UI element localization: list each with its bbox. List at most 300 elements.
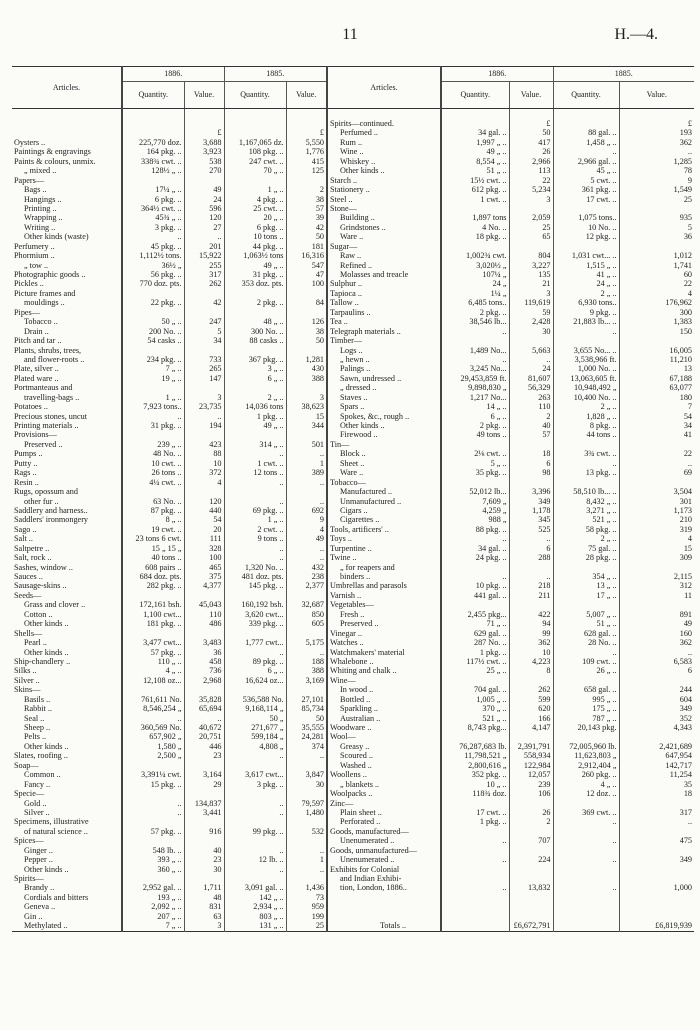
left-article-cell: Wrapping .. xyxy=(24,213,63,223)
left-article-cell: Oysters .. xyxy=(14,137,46,147)
left-article-cell: „ mixed .. xyxy=(24,166,57,176)
left-value-1886-cell: 262 xyxy=(184,279,224,288)
right-value-1886-cell: 21 xyxy=(509,279,553,288)
right-value-1886-cell: 345 xyxy=(509,515,553,524)
right-quantity-1885-cell: 6,930 tons.. xyxy=(553,298,619,307)
left-value-1885-cell: 39 xyxy=(286,213,327,222)
left-quantity-1885-cell: 89 pkg. .. xyxy=(224,657,286,666)
left-quantity-1886-cell: 57 pkg. .. xyxy=(122,648,184,657)
left-article-cell: Paintings & engravings xyxy=(14,147,91,157)
right-value-1886-cell: 804 xyxy=(509,251,553,260)
left-value-1886-cell xyxy=(184,176,224,185)
left-quantity-1885-cell xyxy=(224,591,286,600)
right-quantity-1886-cell xyxy=(441,846,509,855)
right-value-1886-cell: 166 xyxy=(509,714,553,723)
left-quantity-1886-cell: 56 pkg. .. xyxy=(122,270,184,279)
table-row xyxy=(12,893,694,902)
left-value-1885-cell: 32,687 xyxy=(286,600,327,609)
left-value-1885-cell: 57 xyxy=(286,204,327,213)
right-quantity-1885-cell: 88 gal. .. xyxy=(553,128,619,137)
left-quantity-1885-cell xyxy=(224,109,286,129)
right-value-1886-cell: 22 xyxy=(509,176,553,185)
right-value-1886-cell: 362 xyxy=(509,638,553,647)
left-quantity-1886-cell xyxy=(122,836,184,845)
table-row xyxy=(12,619,694,628)
left-value-1885-cell: 15 xyxy=(286,412,327,421)
left-article-cell: Seeds— xyxy=(14,590,42,600)
right-value-1886-cell: 113 xyxy=(509,166,553,175)
right-quantity-1885-cell: 20,143 pkg. xyxy=(553,723,619,732)
left-value-1885-cell: .. xyxy=(286,648,327,657)
left-quantity-1886-cell: 6 pkg. .. xyxy=(122,195,184,204)
right-quantity-1885-cell xyxy=(553,921,619,931)
left-article-cell: Silver .. xyxy=(24,807,50,817)
left-value-1885-cell: .. xyxy=(286,544,327,553)
left-quantity-1885-cell: 145 pkg. .. xyxy=(224,581,286,590)
right-value-1885-cell: 300 xyxy=(619,308,694,317)
table-row xyxy=(12,261,694,270)
left-value-1885-cell: 42 xyxy=(286,223,327,232)
left-value-1885-cell: 47 xyxy=(286,270,327,279)
left-quantity-1885-cell: 481 doz. pts. xyxy=(224,572,286,581)
right-quantity-1885-cell: 28 pkg. .. xyxy=(553,553,619,562)
left-quantity-1886-cell: 200 No. .. xyxy=(122,327,184,336)
left-quantity-1886-cell: 239 „ .. xyxy=(122,440,184,449)
left-value-1885-cell xyxy=(286,817,327,826)
right-quantity-1886-cell: 71 „ .. xyxy=(441,619,509,628)
left-quantity-1885-cell xyxy=(224,761,286,770)
right-quantity-1885-cell: 28 No. .. xyxy=(553,638,619,647)
table-row xyxy=(12,761,694,770)
left-quantity-1885-cell: 3,091 gal. .. xyxy=(224,883,286,892)
left-value-1885-cell: 388 xyxy=(286,374,327,383)
right-article-cell: Stone— xyxy=(327,204,441,213)
left-value-1885-cell: .. xyxy=(286,449,327,458)
right-value-1885-cell: 54 xyxy=(619,412,694,421)
right-value-1885-cell: 11 xyxy=(619,591,694,600)
right-article-cell: Vinegar .. xyxy=(327,629,441,638)
left-quantity-1885-cell xyxy=(224,346,286,355)
right-value-1886-cell: 12,057 xyxy=(509,770,553,779)
table-body xyxy=(12,109,694,934)
left-quantity-1886-cell: 7 „ .. xyxy=(122,364,184,373)
right-1885-header: 1885. xyxy=(553,67,694,82)
left-value-1886-cell: 110 xyxy=(184,610,224,619)
right-quantity-1886-cell: 1,005 „ .. xyxy=(441,695,509,704)
right-quantity-1885-cell: 8,432 „ .. xyxy=(553,497,619,506)
left-value-1885-cell: 374 xyxy=(286,742,327,751)
left-article-cell: Tobacco .. xyxy=(24,317,58,327)
left-quantity-1886-cell xyxy=(122,591,184,600)
right-quantity-1885-cell xyxy=(553,109,619,129)
right-quantity-1886-cell: 11,798,521 „ xyxy=(441,751,509,760)
right-quantity-1885-cell: 9 pkg. .. xyxy=(553,308,619,317)
right-article-cell: Logs .. xyxy=(327,346,441,355)
right-quantity-1886-cell: 5 „ .. xyxy=(441,459,509,468)
table-row xyxy=(12,327,694,336)
table-row xyxy=(12,572,694,581)
right-quantity-1885-cell xyxy=(553,902,619,911)
right-article-cell: „ blankets .. xyxy=(327,780,441,789)
left-value-1886-cell: 201 xyxy=(184,242,224,251)
left-value-1885-cell: 35,555 xyxy=(286,723,327,732)
table-row xyxy=(12,204,694,213)
left-value-1886-cell: 147 xyxy=(184,374,224,383)
right-article-cell: Turpentine .. xyxy=(327,544,441,553)
left-article-cell: mouldings .. xyxy=(24,298,65,308)
right-quantity-1885-cell: 521 „ .. xyxy=(553,515,619,524)
right-value-1885-cell: 5 xyxy=(619,223,694,232)
left-article-cell: travelling-bags .. xyxy=(24,392,80,402)
right-value-1886-cell: 3 xyxy=(509,289,553,298)
left-quantity-1885-cell: 20 „ .. xyxy=(224,213,286,222)
left-quantity-1886-cell xyxy=(122,289,184,298)
left-value-1886-cell: 15,922 xyxy=(184,251,224,260)
right-1886-value-header: Value. xyxy=(509,82,553,109)
left-value-1886-cell xyxy=(184,836,224,845)
right-quantity-1886-cell: 521 „ .. xyxy=(441,714,509,723)
left-quantity-1886-cell: 164 pkg. .. xyxy=(122,147,184,156)
right-value-1886-cell: 218 xyxy=(509,581,553,590)
table-row xyxy=(12,808,694,817)
right-value-1886-cell: 2 xyxy=(509,412,553,421)
table-row xyxy=(12,563,694,572)
left-value-1886-cell: 486 xyxy=(184,619,224,628)
right-value-1885-cell xyxy=(619,799,694,808)
right-value-1886-cell: 5,663 xyxy=(509,346,553,355)
right-article-cell: Sawn, undressed .. xyxy=(327,374,441,383)
left-quantity-1885-cell: 6 pkg. .. xyxy=(224,223,286,232)
left-value-1886-cell xyxy=(184,430,224,439)
left-value-1886-cell xyxy=(184,109,224,129)
left-quantity-1885-cell xyxy=(224,685,286,694)
left-quantity-1885-cell: .. xyxy=(224,497,286,506)
right-value-1886-cell: .. xyxy=(509,355,553,364)
right-quantity-1885-cell: 3¾ cwt. .. xyxy=(553,449,619,458)
left-quantity-1885-cell: .. xyxy=(224,865,286,874)
right-article-cell: Greasy .. xyxy=(327,742,441,751)
right-quantity-1885-cell: 10,948,492 „ xyxy=(553,383,619,392)
left-value-1885-cell: 85,734 xyxy=(286,704,327,713)
right-quantity-1885-cell: 72,005,960 lb. xyxy=(553,742,619,751)
left-article-cell: Gold .. xyxy=(24,798,47,808)
right-quantity-1885-cell: 1,000 No. .. xyxy=(553,364,619,373)
left-article-cell: Plate, silver .. xyxy=(14,364,59,374)
right-quantity-1886-cell: 287 No. .. xyxy=(441,638,509,647)
right-quantity-1886-cell: 3,245 No... xyxy=(441,364,509,373)
left-quantity-1885-cell: 1,167,065 dz. xyxy=(224,138,286,147)
right-article-cell: Wool— xyxy=(327,732,441,741)
right-value-1886-cell: 3 xyxy=(509,195,553,204)
right-quantity-1886-cell: 118¾ doz. xyxy=(441,789,509,798)
table-row xyxy=(12,553,694,562)
left-value-1886-cell: 63 xyxy=(184,912,224,921)
right-quantity-1886-cell: 17 cwt. .. xyxy=(441,808,509,817)
left-quantity-1885-cell: 1 „ .. xyxy=(224,185,286,194)
right-quantity-1885-cell: .. xyxy=(553,459,619,468)
right-quantity-1885-cell: 260 pkg. .. xyxy=(553,770,619,779)
right-quantity-1886-cell: 4 No. .. xyxy=(441,223,509,232)
left-quantity-1885-cell xyxy=(224,836,286,845)
left-quantity-1886-cell: 360 „ .. xyxy=(122,865,184,874)
left-article-cell: Specie— xyxy=(14,789,45,799)
left-quantity-1886-cell: 63 No. .. xyxy=(122,497,184,506)
table-row xyxy=(12,270,694,279)
left-article-cell: Pearl .. xyxy=(24,638,47,648)
right-quantity-1885-cell: 369 cwt. .. xyxy=(553,808,619,817)
right-value-1886-cell: 3,227 xyxy=(509,261,553,270)
right-quantity-1885-cell: 44 tons .. xyxy=(553,430,619,439)
left-article-cell: Methylated .. xyxy=(24,921,68,931)
left-value-1886-cell: 65,694 xyxy=(184,704,224,713)
left-value-1885-cell: 3,169 xyxy=(286,676,327,685)
right-quantity-1886-cell: 2⅛ cwt. .. xyxy=(441,449,509,458)
right-value-1886-cell: 65 xyxy=(509,232,553,241)
right-quantity-1885-cell: 2 „ .. xyxy=(553,534,619,543)
left-quantity-1886-cell: 45 pkg. .. xyxy=(122,242,184,251)
table-row xyxy=(12,478,694,487)
right-article-cell xyxy=(327,912,441,921)
right-value-1885-cell: 22 xyxy=(619,279,694,288)
left-value-1886-cell: 48 xyxy=(184,893,224,902)
right-value-1885-cell xyxy=(619,846,694,855)
left-article-cell: Basils .. xyxy=(24,694,51,704)
right-value-1885-cell: 1,285 xyxy=(619,157,694,166)
left-quantity-1886-cell xyxy=(122,789,184,798)
left-value-1885-cell: 181 xyxy=(286,242,327,251)
right-quantity-1886-cell: 9,898,830 „ xyxy=(441,383,509,392)
left-quantity-1886-cell: .. xyxy=(122,412,184,421)
right-value-1886-cell: 30 xyxy=(509,327,553,336)
left-value-1885-cell: 84 xyxy=(286,298,327,307)
right-value-1885-cell: 1,173 xyxy=(619,506,694,515)
left-article-cell: Pelts .. xyxy=(24,732,47,742)
right-quantity-1885-cell: 58,510 lb... .. xyxy=(553,487,619,496)
left-value-1886-cell: 3,923 xyxy=(184,147,224,156)
left-value-1886-cell: 538 xyxy=(184,157,224,166)
left-value-1885-cell: .. xyxy=(286,497,327,506)
right-quantity-1886-cell: 38,546 lb... xyxy=(441,317,509,326)
left-article-cell: Salt .. xyxy=(14,534,33,544)
right-article-cell: Varnish .. xyxy=(327,591,441,600)
left-value-1886-cell: 3,688 xyxy=(184,138,224,147)
left-value-1886-cell: .. xyxy=(184,714,224,723)
right-value-1885-cell xyxy=(619,893,694,902)
table-row xyxy=(12,393,694,402)
right-value-1885-cell xyxy=(619,440,694,449)
left-quantity-1885-cell: 50 „ xyxy=(224,714,286,723)
table-row xyxy=(12,676,694,685)
left-quantity-1885-cell: 367 pkg. .. xyxy=(224,355,286,364)
right-quantity-1886-cell xyxy=(441,902,509,911)
left-quantity-1885-cell: 9 tons .. xyxy=(224,534,286,543)
left-article-cell: Bags .. xyxy=(24,185,47,195)
table-row xyxy=(12,695,694,704)
right-value-1886-cell xyxy=(509,732,553,741)
right-article-cell: Tarpaulins .. xyxy=(327,308,441,317)
page-number: 11 xyxy=(342,26,358,43)
left-quantity-1886-cell xyxy=(122,346,184,355)
left-quantity-1885-cell: .. xyxy=(224,751,286,760)
right-value-1886-cell xyxy=(509,478,553,487)
right-value-1886-cell: 3,396 xyxy=(509,487,553,496)
left-article-cell: Pickles .. xyxy=(14,279,44,289)
left-value-1885-cell xyxy=(286,430,327,439)
right-article-cell: Sheet .. xyxy=(327,459,441,468)
right-value-1885-cell: 1,000 xyxy=(619,883,694,892)
left-article-cell xyxy=(12,109,122,129)
right-value-1885-cell: 63,077 xyxy=(619,383,694,392)
right-quantity-1886-cell: .. xyxy=(441,572,509,581)
right-article-cell: Washed .. xyxy=(327,761,441,770)
left-value-1885-cell: 79,597 xyxy=(286,799,327,808)
left-value-1886-cell: 111 xyxy=(184,534,224,543)
left-value-1886-cell: 120 xyxy=(184,497,224,506)
left-quantity-1885-cell: 536,588 No. xyxy=(224,695,286,704)
right-article-cell: Tools, artificers' .. xyxy=(327,525,441,534)
right-quantity-1886-cell: 34 gal. .. xyxy=(441,544,509,553)
right-value-1885-cell: 160 xyxy=(619,629,694,638)
left-quantity-1886-cell: 364½ cwt. .. xyxy=(122,204,184,213)
left-quantity-1885-cell xyxy=(224,789,286,798)
right-value-1886-cell: 81,607 xyxy=(509,374,553,383)
left-quantity-1885-cell: 599,184 „ xyxy=(224,732,286,741)
right-value-1886-cell xyxy=(509,440,553,449)
right-value-1885-cell: 2,115 xyxy=(619,572,694,581)
left-quantity-1885-cell: 1 „ .. xyxy=(224,515,286,524)
right-quantity-1886-cell: 1,997 „ .. xyxy=(441,138,509,147)
right-article-cell: Cigars .. xyxy=(327,506,441,515)
table-row xyxy=(12,846,694,855)
table-row xyxy=(12,138,694,147)
right-article-cell: Preserved .. xyxy=(327,619,441,628)
left-value-1885-cell: 430 xyxy=(286,364,327,373)
table-row xyxy=(12,279,694,288)
table-row xyxy=(12,412,694,421)
right-quantity-1885-cell: 628 gal. .. xyxy=(553,629,619,638)
table-row xyxy=(12,166,694,175)
right-quantity-1886-cell: .. xyxy=(441,534,509,543)
right-value-1886-cell: 2,966 xyxy=(509,157,553,166)
table-row xyxy=(12,723,694,732)
right-value-1886-cell: 4,147 xyxy=(509,723,553,732)
table-row xyxy=(12,732,694,741)
right-value-1885-cell: 210 xyxy=(619,515,694,524)
left-value-1886-cell: 423 xyxy=(184,440,224,449)
table-row xyxy=(12,128,694,137)
right-quantity-1886-cell: 6,485 tons.. xyxy=(441,298,509,307)
right-quantity-1886-cell: 25 „ .. xyxy=(441,666,509,675)
right-value-1885-cell: 2,421,689 xyxy=(619,742,694,751)
right-quantity-1886-cell: 1,002¾ cwt. xyxy=(441,251,509,260)
left-article-cell: Resin .. xyxy=(14,477,39,487)
left-value-1886-cell: 54 xyxy=(184,515,224,524)
right-value-1885-cell: 4 xyxy=(619,289,694,298)
left-quantity-1885-cell: 88 casks .. xyxy=(224,336,286,345)
right-quantity-1885-cell: .. xyxy=(553,817,619,826)
left-quantity-1886-cell: 1,100 cwt... xyxy=(122,610,184,619)
left-value-1886-cell: 270 xyxy=(184,166,224,175)
right-article-cell: Totals .. xyxy=(327,921,441,931)
right-value-1885-cell: .. xyxy=(619,147,694,156)
right-quantity-1886-cell: 18 pkg. .. xyxy=(441,232,509,241)
left-articles-header: Articles. xyxy=(12,67,122,109)
right-value-1885-cell: 16,005 xyxy=(619,346,694,355)
left-value-1885-cell xyxy=(286,761,327,770)
right-value-1886-cell xyxy=(509,336,553,345)
table-row xyxy=(12,402,694,411)
left-quantity-1886-cell xyxy=(122,685,184,694)
right-quantity-1886-cell: .. xyxy=(441,836,509,845)
left-value-1885-cell xyxy=(286,836,327,845)
right-quantity-1886-cell: .. xyxy=(441,327,509,336)
right-quantity-1886-cell: 988 „ xyxy=(441,515,509,524)
left-quantity-1885-cell: 131 „ .. xyxy=(224,921,286,931)
left-value-1886-cell xyxy=(184,346,224,355)
right-article-cell: „ dressed .. xyxy=(327,383,441,392)
right-value-1885-cell: 4,343 xyxy=(619,723,694,732)
right-article-cell: Goods, manufactured— xyxy=(327,827,441,836)
left-quantity-1885-cell xyxy=(224,128,286,137)
left-quantity-1886-cell: 15 „ 15 „ xyxy=(122,544,184,553)
right-quantity-1885-cell: 45 „ .. xyxy=(553,166,619,175)
left-value-1886-cell: £ xyxy=(184,128,224,137)
right-value-1885-cell: 150 xyxy=(619,327,694,336)
right-article-cell: Starch .. xyxy=(327,176,441,185)
right-quantity-1885-cell xyxy=(553,563,619,572)
left-article-cell: Rabbit .. xyxy=(24,704,52,714)
left-article-cell: Specimens, illustrative xyxy=(14,817,89,827)
right-quantity-1886-cell: 2,455 pkg... xyxy=(441,610,509,619)
left-article-cell: Printing materials .. xyxy=(14,421,79,430)
left-quantity-1886-cell: 1,580 „ xyxy=(122,742,184,751)
right-quantity-1885-cell: .. xyxy=(553,883,619,892)
left-value-1886-cell: 100 xyxy=(184,553,224,562)
table-row xyxy=(12,799,694,808)
table-row xyxy=(12,195,694,204)
left-value-1886-cell: 45,043 xyxy=(184,600,224,609)
table-row xyxy=(12,638,694,647)
left-1885-value-header: Value. xyxy=(286,82,327,109)
right-quantity-1885-cell: 8 pkg. .. xyxy=(553,421,619,430)
left-value-1885-cell: 100 xyxy=(286,279,327,288)
right-value-1886-cell: 26 xyxy=(509,808,553,817)
left-value-1886-cell: 120 xyxy=(184,213,224,222)
right-value-1886-cell xyxy=(509,827,553,836)
left-value-1886-cell: 34 xyxy=(184,336,224,345)
left-quantity-1886-cell xyxy=(122,308,184,317)
right-quantity-1885-cell: 3,538,966 ft. xyxy=(553,355,619,364)
left-quantity-1885-cell: 314 „ .. xyxy=(224,440,286,449)
right-quantity-1886-cell xyxy=(441,109,509,129)
right-value-1886-cell: 10 xyxy=(509,648,553,657)
right-value-1886-cell: 119,619 xyxy=(509,298,553,307)
left-value-1886-cell: 24 xyxy=(184,195,224,204)
right-quantity-1885-cell: 58 pkg. .. xyxy=(553,525,619,534)
left-article-cell: Printing .. xyxy=(24,203,57,213)
table-row xyxy=(12,157,694,166)
right-quantity-1885-cell: 13 pkg. .. xyxy=(553,468,619,477)
left-quantity-1886-cell: 2,952 gal. .. xyxy=(122,883,184,892)
left-quantity-1886-cell xyxy=(122,128,184,137)
table-row xyxy=(12,289,694,298)
left-quantity-1885-cell: 10 tons .. xyxy=(224,232,286,241)
right-article-cell: Wine .. xyxy=(327,147,441,156)
table-row xyxy=(12,223,694,232)
table-row xyxy=(12,374,694,383)
left-quantity-1885-cell xyxy=(224,487,286,496)
right-value-1886-cell: 422 xyxy=(509,610,553,619)
